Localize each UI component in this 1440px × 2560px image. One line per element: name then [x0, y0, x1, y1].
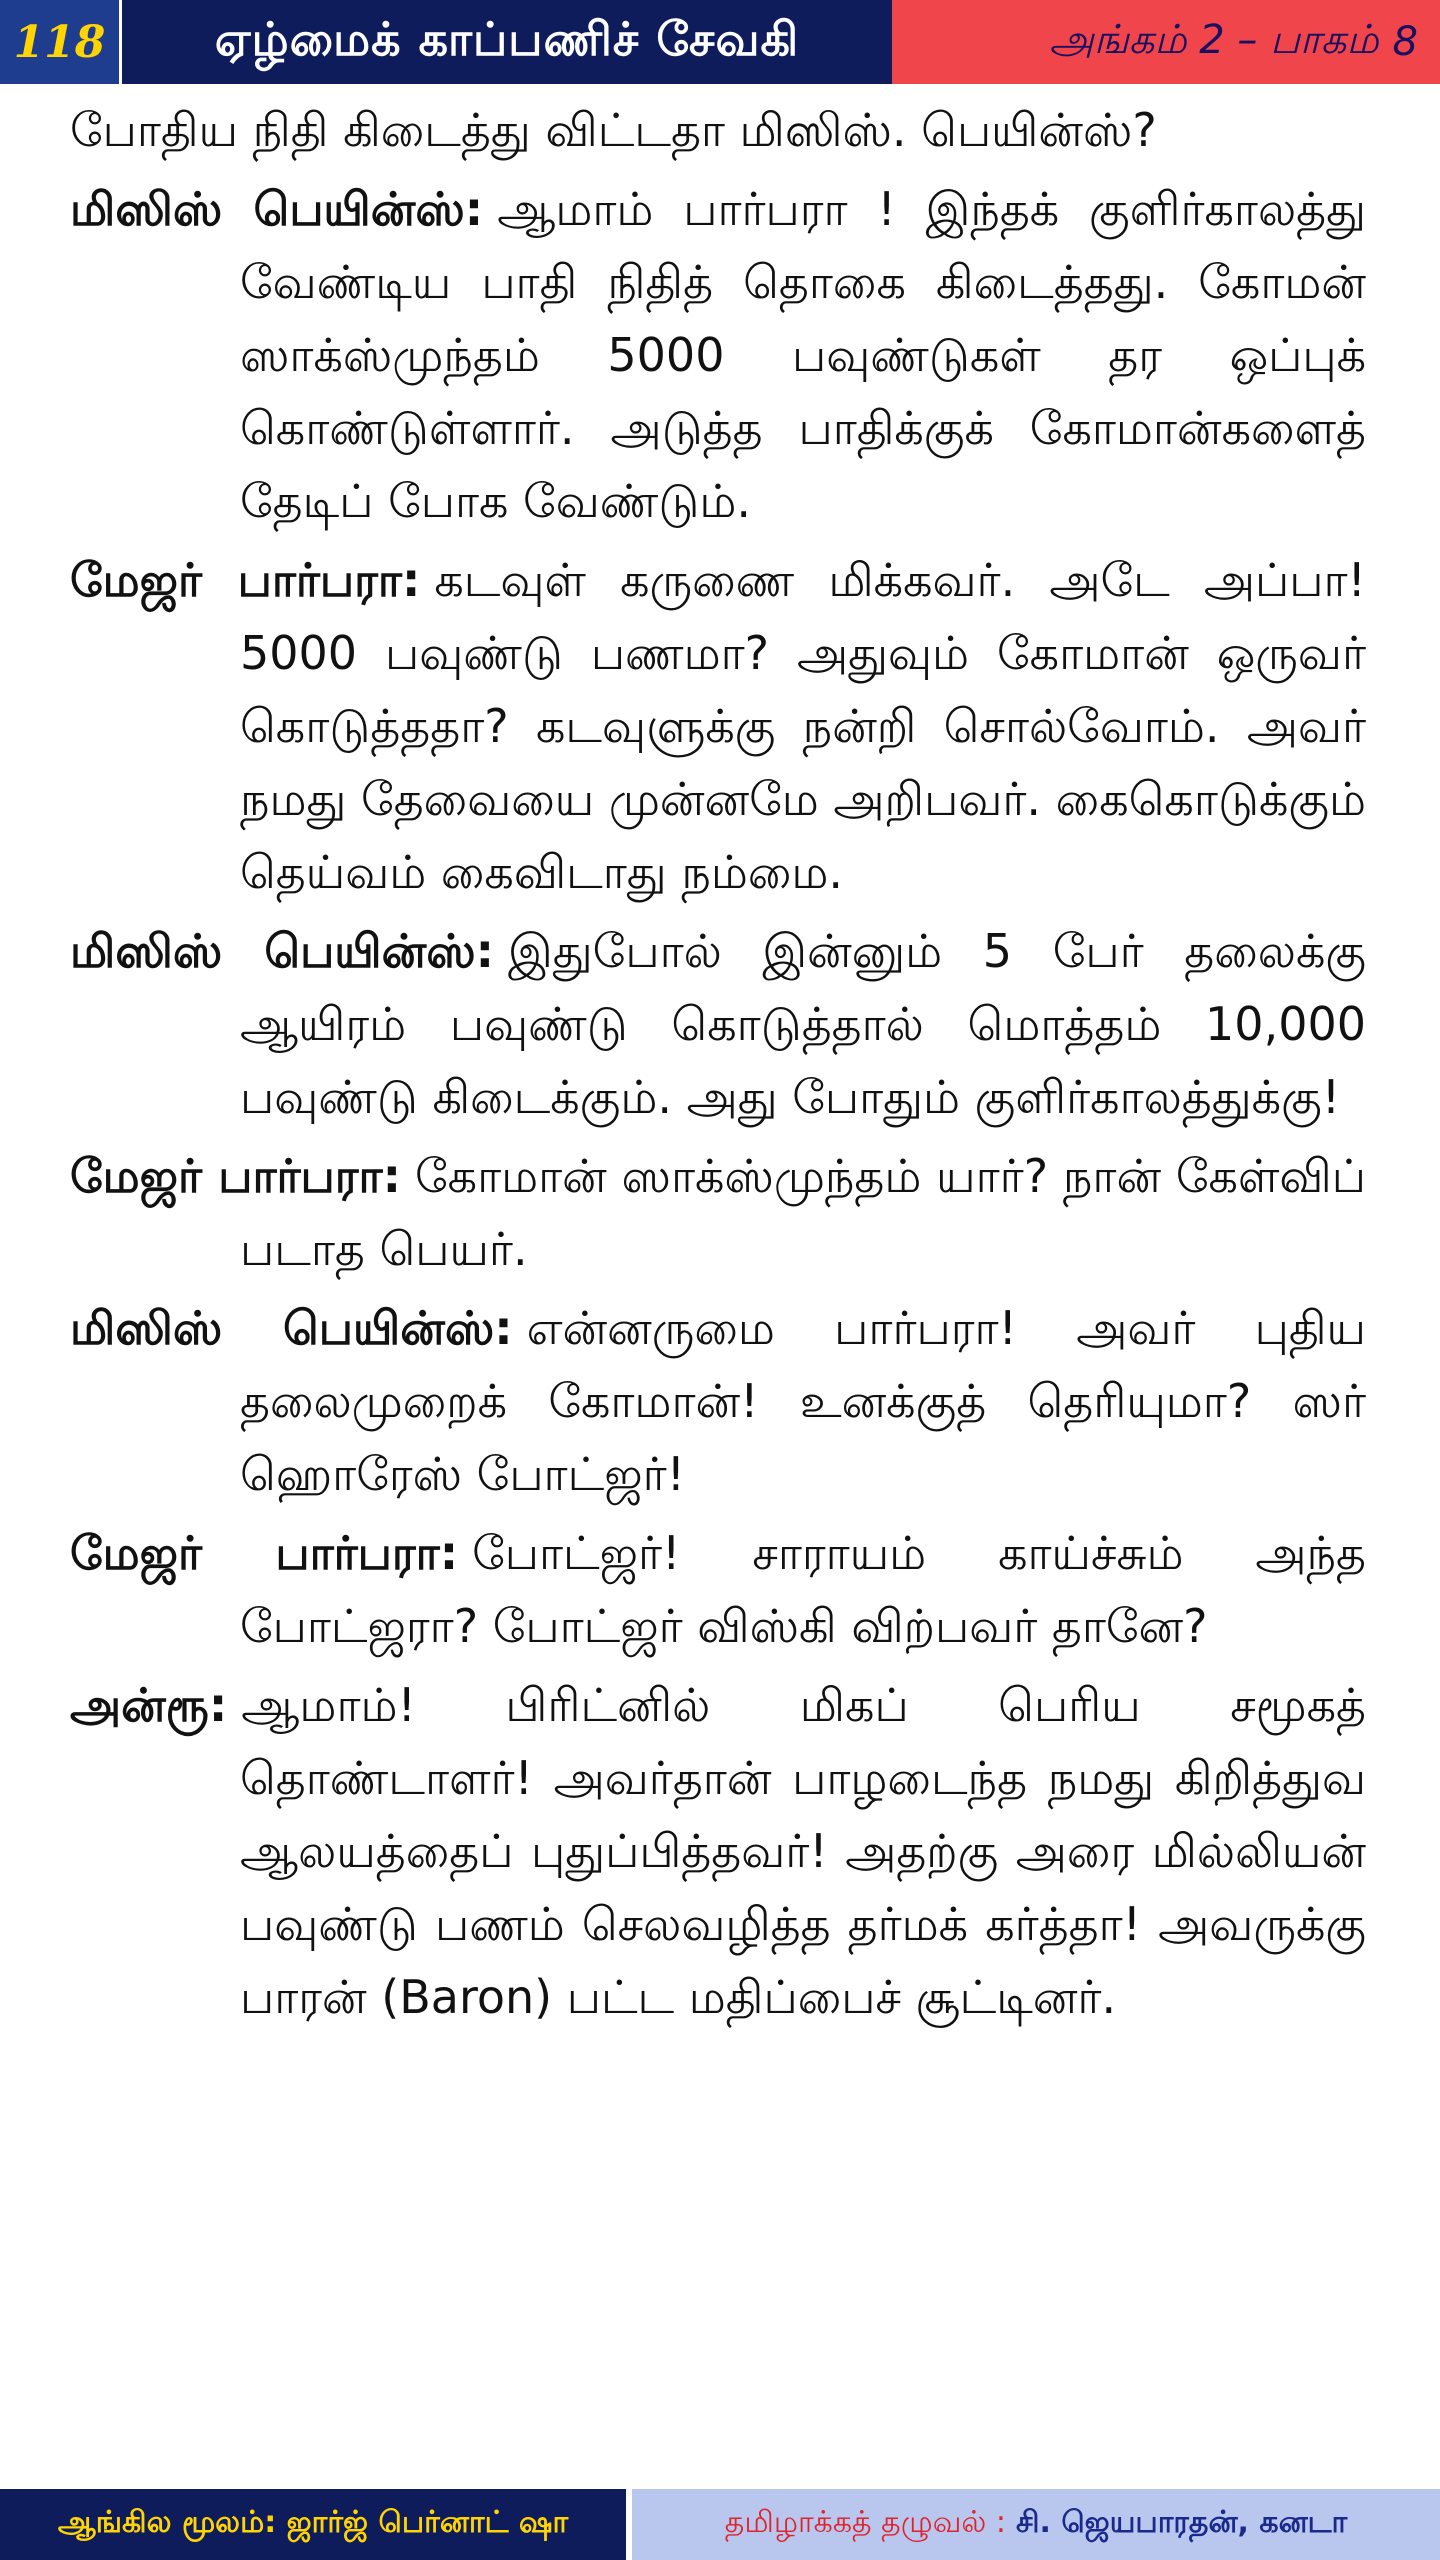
speaker-name: அன்ரூ: [70, 1678, 228, 1732]
page-number: 118 [0, 0, 122, 84]
page-footer [0, 2489, 1440, 2560]
speaker-name: மிஸிஸ் பெயின்ஸ்: [70, 924, 495, 978]
dialogue-text: இதுபோல் இன்னும் 5 பேர் தலைக்கு ஆயிரம் பவுண்டு கொடுத்தால் மொத்தம் 10,000 பவுண்டு கிடைக்கும். அது போதும் குளிர்காலத்துக்கு! [240, 924, 1367, 1124]
act-part-label [892, 0, 1440, 84]
dialogue-paragraph [70, 1140, 1366, 1286]
speaker-name: மிஸிஸ் பெயின்ஸ்: [70, 1301, 513, 1355]
speaker-name: மேஜர் பார்பரா: [70, 1526, 459, 1580]
dialogue-text: ஆமாம் பார்பரா ! இந்தக் குளிர்காலத்து வேண்டிய பாதி நிதித் தொகை கிடைத்தது. கோமன் ஸாக்ஸ்முந்தம் 5000 பவுண்டுகள் தர ஒப்புக் கொண்டுள்ளார். அடுத்த பாதிக்குக் கோமான்களைத் தேடிப் போக வேண்டும். [240, 182, 1366, 528]
dialogue-paragraph [70, 1292, 1366, 1511]
act-part-number: 8 [1392, 19, 1418, 65]
translation-label: தமிழாக்கத் தழுவல் : [724, 2505, 1006, 2540]
dialogue-paragraph [70, 1517, 1366, 1663]
dialogue-text: போட்ஜர்! சாராயம் காய்ச்சும் அந்த போட்ஜரா? போட்ஜர் விஸ்கி விற்பவர் தானே? [240, 1526, 1366, 1653]
dialogue-text: கோமான் ஸாக்ஸ்முந்தம் யார்? நான் கேள்விப் படாத பெயர். [240, 1149, 1366, 1276]
dialogue-text: என்னருமை பார்பரா! அவர் புதிய தலைமுறைக் கோமான்! உனக்குத் தெரியுமா? ஸர் ஹொரேஸ் போட்ஜர்! [240, 1301, 1366, 1501]
book-title: ஏழ்மைக் காப்பணிச் சேவகி [122, 0, 892, 84]
act-label: அங்கம் 2 – பாகம் [1049, 16, 1379, 63]
dialogue-paragraph [70, 544, 1366, 909]
page-header [0, 0, 1440, 84]
dialogue-paragraph [70, 1669, 1366, 2034]
speaker-name: மிஸிஸ் பெயின்ஸ்: [70, 182, 484, 236]
translator-credit [632, 2489, 1440, 2560]
dialogue-paragraph [70, 94, 1366, 167]
dialogue-text: போதிய நிதி கிடைத்து விட்டதா மிஸிஸ். பெயின்ஸ்? [70, 103, 1157, 157]
speaker-name: மேஜர் பார்பரா: [70, 553, 421, 607]
dialogue-text: கடவுள் கருணை மிக்கவர். அடே அப்பா! 5000 பவுண்டு பணமா? அதுவும் கோமான் ஒருவர் கொடுத்ததா? கடவுளுக்கு நன்றி சொல்வோம். அவர் நமது தேவையை முன்னமே அறிபவர். கைகொடுக்கும் தெய்வம் கைவிடாது நம்மை. [240, 553, 1366, 899]
original-author-label: ஆங்கில மூலம்: ஜார்ஜ் பெர்னாட் ஷா [0, 2489, 632, 2560]
translator-name: சி. ஜெயபாரதன், கனடா [1015, 2505, 1348, 2540]
speaker-name: மேஜர் பார்பரா: [70, 1149, 401, 1203]
dialogue-text: ஆமாம்! பிரிட்னில் மிகப் பெரிய சமூகத் தொண்டாளர்! அவர்தான் பாழடைந்த நமது கிறித்துவ ஆலயத்தைப் புதுப்பித்தவர்! அதற்கு அரை மில்லியன் பவுண்டு பணம் செலவழித்த தர்மக் கர்த்தா! அவருக்கு பாரன் (Baron) பட்ட மதிப்பைச் சூட்டினர். [240, 1678, 1366, 2024]
dialogue-paragraph [70, 173, 1366, 538]
dialogue-paragraph [70, 915, 1366, 1134]
dialogue-content [70, 94, 1366, 2040]
